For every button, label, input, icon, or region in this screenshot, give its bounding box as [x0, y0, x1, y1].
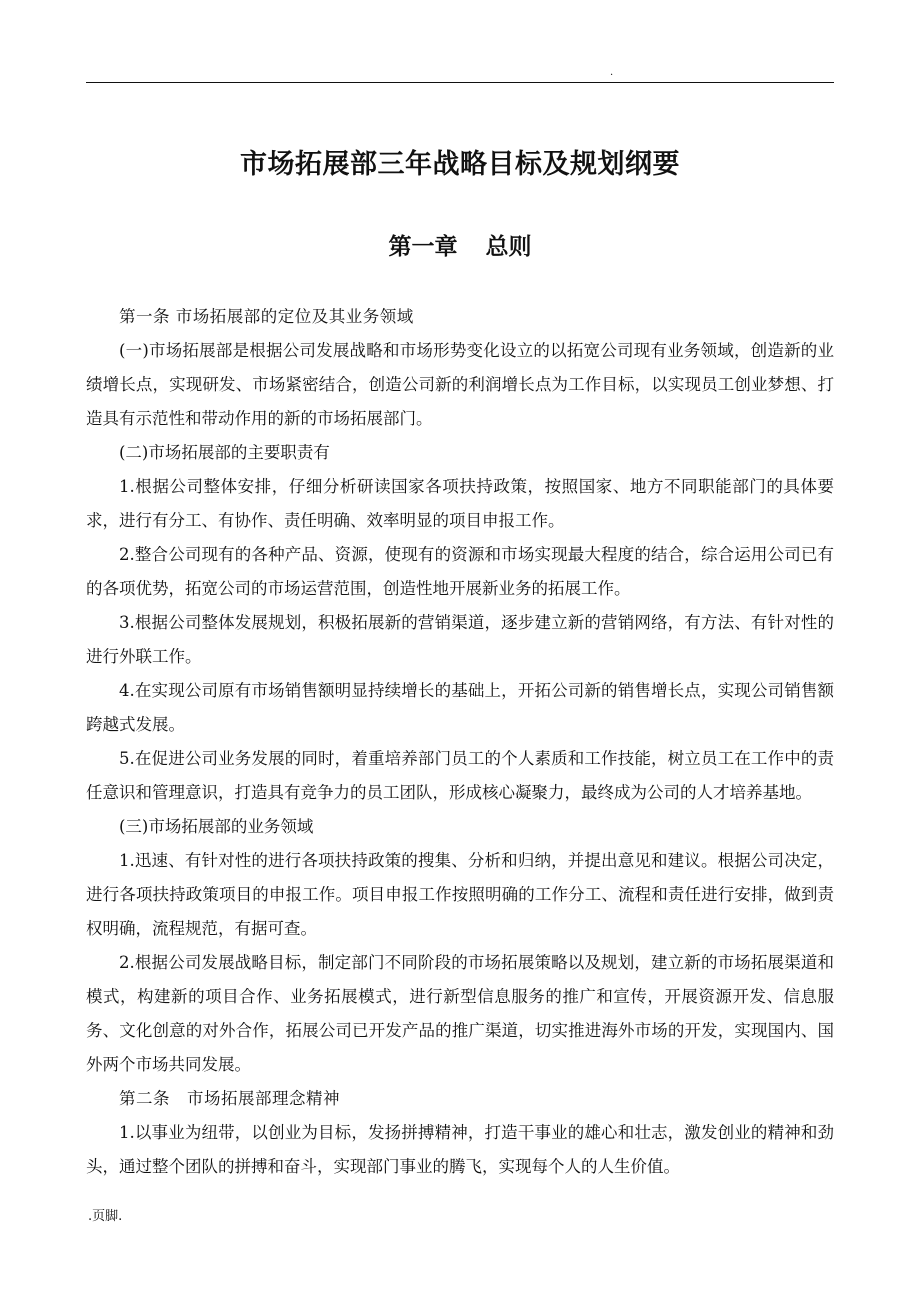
chapter-name: 总则 [485, 234, 532, 260]
paragraph: 3.根据公司整体发展规划，积极拓展新的营销渠道，逐步建立新的营销网络，有方法、有针对性的进行外联工作。 [86, 613, 834, 666]
paragraph: 2.根据公司发展战略目标，制定部门不同阶段的市场拓展策略以及规划，建立新的市场拓展渠道和模式，构建新的项目合作、业务拓展模式，进行新型信息服务的推广和宣传，开展资源开发、信息服务、文化创意的对外合作，拓展公司已开发产品的推广渠道，切实推进海外市场的开发，实现国内、国外两个市场共同发展。 [86, 953, 834, 1074]
document-body [86, 300, 834, 1184]
header-rule [86, 82, 834, 83]
paragraph: 1.迅速、有针对性的进行各项扶持政策的搜集、分析和归纳，并提出意见和建议。根据公司决定，进行各项扶持政策项目的申报工作。项目申报工作按照明确的工作分工、流程和责任进行安排，做到责权明确，流程规范，有据可查。 [86, 851, 834, 938]
chapter-title [0, 228, 920, 261]
header-dot: . [610, 67, 614, 78]
article-heading-1: 第一条 市场拓展部的定位及其业务领域 [119, 307, 414, 326]
page-footer: .页脚. [88, 1209, 123, 1224]
section-heading: (二)市场拓展部的主要职责有 [119, 443, 330, 462]
paragraph: 4.在实现公司原有市场销售额明显持续增长的基础上，开拓公司新的销售增长点，实现公司销售额跨越式发展。 [86, 681, 834, 734]
paragraph: 5.在促进公司业务发展的同时，着重培养部门员工的个人素质和工作技能，树立员工在工作中的责任意识和管理意识，打造具有竞争力的员工团队，形成核心凝聚力，最终成为公司的人才培养基地。 [86, 749, 834, 802]
paragraph: 1.根据公司整体安排，仔细分析研读国家各项扶持政策，按照国家、地方不同职能部门的具体要求，进行有分工、有协作、责任明确、效率明显的项目申报工作。 [86, 477, 834, 530]
paragraph: 1.以事业为纽带，以创业为目标，发扬拼搏精神，打造干事业的雄心和壮志，激发创业的精神和劲头，通过整个团队的拼搏和奋斗，实现部门事业的腾飞，实现每个人的人生价值。 [86, 1123, 834, 1176]
section-heading: (三)市场拓展部的业务领域 [119, 817, 314, 836]
paragraph: (一)市场拓展部是根据公司发展战略和市场形势变化设立的以拓宽公司现有业务领域，创造新的业绩增长点，实现研发、市场紧密结合，创造公司新的利润增长点为工作目标，以实现员工创业梦想、打造具有示范性和带动作用的新的市场拓展部门。 [86, 341, 834, 428]
article-heading-2: 第二条 市场拓展部理念精神 [119, 1089, 340, 1108]
paragraph: 2.整合公司现有的各种产品、资源，使现有的资源和市场实现最大程度的结合，综合运用公司已有的各项优势，拓宽公司的市场运营范围，创造性地开展新业务的拓展工作。 [86, 545, 834, 598]
document-title: 市场拓展部三年战略目标及规划纲要 [240, 149, 680, 180]
chapter-number: 第一章 [388, 234, 458, 260]
